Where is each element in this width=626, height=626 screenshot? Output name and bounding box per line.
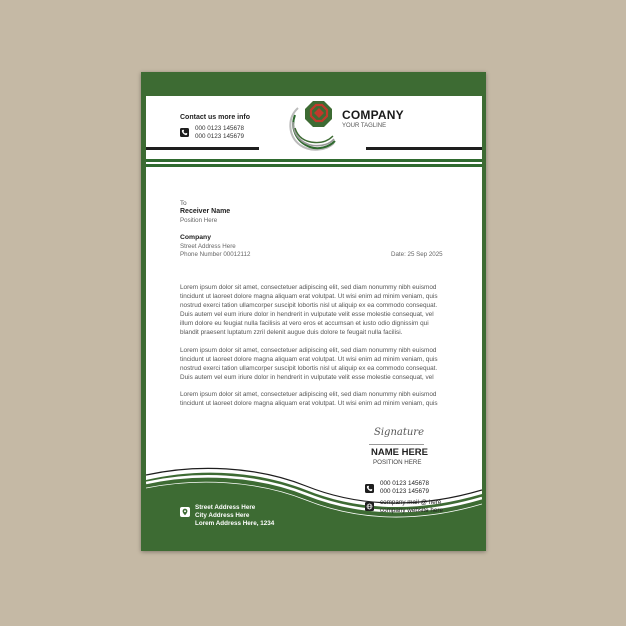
company-tagline: YOUR TAGLINE bbox=[342, 123, 387, 129]
body-line: Lorem ipsum dolor sit amet, consectetuer adipiscing elit, sed diam nonummy nibh euismod bbox=[180, 347, 437, 354]
footer-address-line-1: Street Address Here bbox=[195, 504, 256, 511]
footer-email: company mail @ here bbox=[380, 499, 442, 506]
header-green-line-2 bbox=[146, 164, 482, 167]
letterhead-page bbox=[146, 96, 482, 529]
letter-date: Date: 25 Sep 2025 bbox=[391, 251, 443, 258]
sender-address: Street Address Here bbox=[180, 243, 236, 250]
body-line: illum dolore eu feugiat nulla facilisis at vero eros et accumsan et iusto odio dignissim qui bbox=[180, 320, 429, 327]
signature-script: Signature bbox=[374, 427, 425, 438]
company-name: COMPANY bbox=[342, 108, 404, 122]
body-line: tincidunt ut laoreet dolore magna aliquam erat volutpat. Ut wisi enim ad minim veniam, quis bbox=[180, 356, 438, 363]
body-paragraph-3 bbox=[180, 390, 450, 408]
header-green-line-1 bbox=[146, 159, 482, 162]
body-line: blandit praesent luptatum zzril delenit augue duis dolore te feugait nulla facilisi. bbox=[180, 329, 403, 336]
signer-position: POSITION HERE bbox=[373, 459, 422, 466]
body-line: tincidunt ut laoreet dolore magna aliquam erat volutpat. Ut wisi enim ad minim veniam, quis bbox=[180, 293, 438, 300]
signature-line bbox=[369, 444, 424, 445]
footer-phone-2: 000 0123 145679 bbox=[380, 488, 430, 495]
phone-icon bbox=[365, 484, 374, 493]
globe-icon bbox=[365, 502, 374, 511]
body-line: Lorem ipsum dolor sit amet, consectetuer adipiscing elit, sed diam nonummy nibh euismod bbox=[180, 284, 437, 291]
body-line: Duis autem vel eum iriure dolor in hendrerit in vulputate velit esse molestie consequat, vel bbox=[180, 311, 434, 318]
body-line: nostrud exerci tation ullamcorper suscipit lobortis nisl ut aliquip ex ea commodo consequat. bbox=[180, 365, 438, 372]
receiver-name: Receiver Name bbox=[180, 208, 231, 215]
header-divider-left bbox=[146, 147, 259, 150]
header-phone-1: 000 0123 145678 bbox=[195, 125, 245, 132]
sender-phone: Phone Number 00012112 bbox=[180, 251, 251, 258]
sender-company: Company bbox=[180, 234, 211, 241]
receiver-position: Position Here bbox=[180, 217, 218, 224]
contact-title: Contact us more info bbox=[180, 114, 251, 121]
body-paragraph-1 bbox=[180, 283, 450, 337]
body-paragraph-2 bbox=[180, 346, 450, 382]
phone-icon bbox=[180, 128, 189, 137]
body-line: nostrud exerci tation ullamcorper suscipit lobortis nisl ut aliquip ex ea commodo consequat. bbox=[180, 302, 438, 309]
header-divider-right bbox=[366, 147, 482, 150]
body-line: Lorem ipsum dolor sit amet, consectetuer adipiscing elit, sed diam nonummy nibh euismod bbox=[180, 391, 437, 398]
footer-address-line-2: City Address Here bbox=[195, 512, 250, 519]
footer-phone-1: 000 0123 145678 bbox=[380, 480, 430, 487]
footer-address-line-3: Lorem Address Here, 1234 bbox=[195, 520, 275, 527]
body-line: Duis autem vel eum iriure dolor in hendrerit in vulputate velit esse molestie consequat, vel bbox=[180, 374, 434, 381]
footer-website: company website here bbox=[380, 507, 444, 514]
to-label: To bbox=[180, 200, 187, 207]
company-logo-icon bbox=[284, 98, 346, 158]
signer-name: NAME HERE bbox=[371, 447, 429, 458]
body-line: tincidunt ut laoreet dolore magna aliquam erat volutpat. Ut wisi enim ad minim veniam, quis bbox=[180, 400, 438, 407]
location-pin-icon bbox=[180, 507, 190, 517]
header-phone-2: 000 0123 145679 bbox=[195, 133, 245, 140]
